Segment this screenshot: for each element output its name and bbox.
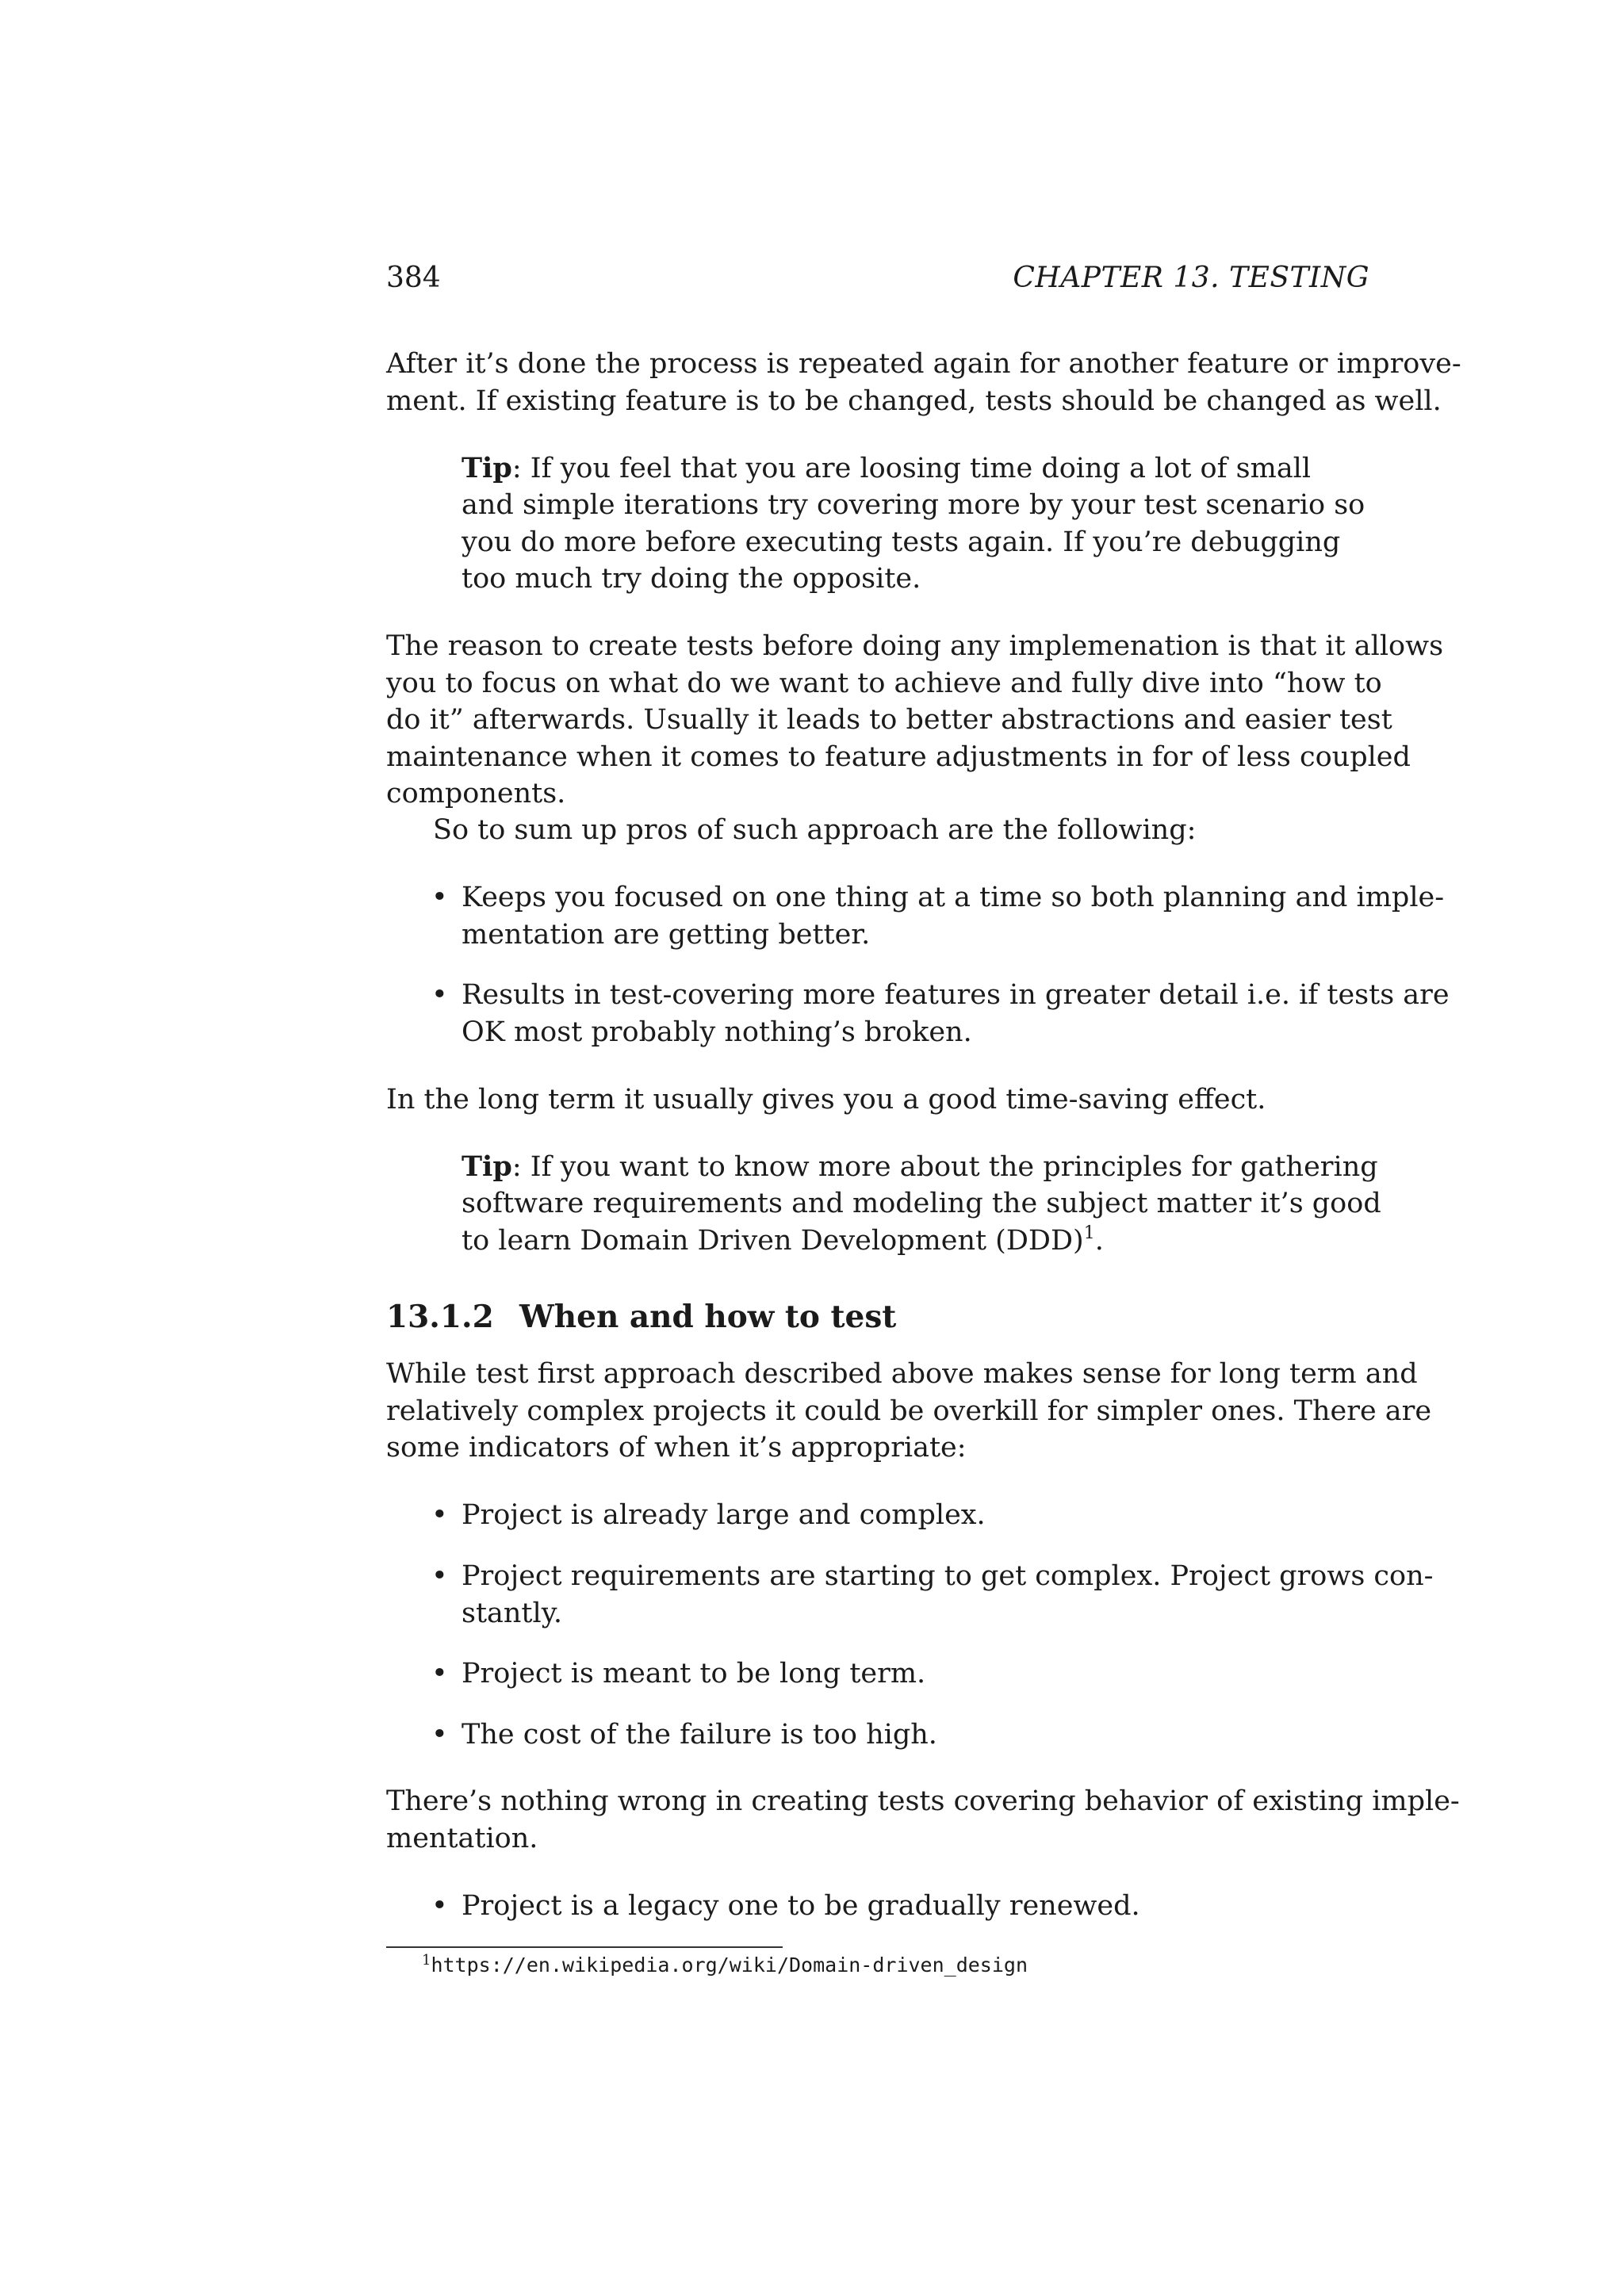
text-line: Project is meant to be long term. — [462, 1658, 926, 1689]
text-line: While test first approach described above makes sense for long term and — [386, 1358, 1418, 1390]
text-line: you to focus on what do we want to achieve and fully dive into “how to — [386, 668, 1382, 699]
text-line — [462, 450, 1312, 487]
footnote — [422, 1952, 1028, 1979]
paragraph-summary: In the long term it usually gives you a good time-saving effect. — [386, 1084, 1266, 1115]
section-title: When and how to test — [519, 1299, 897, 1335]
text-line: So to sum up pros of such approach are the following: — [433, 814, 1197, 846]
footnote-rule — [386, 1946, 783, 1948]
section-number: 13.1.2 — [386, 1299, 494, 1335]
bullet-marker: • — [431, 979, 448, 1011]
text-line: some indicators of when it’s appropriate: — [386, 1432, 967, 1464]
text-line: relatively complex projects it could be overkill for simpler ones. There are — [386, 1395, 1432, 1427]
text-line: Project is already large and complex. — [462, 1499, 986, 1531]
text-line: too much try doing the opposite. — [462, 563, 921, 595]
text-line: you do more before executing tests again. If you’re debugging — [462, 526, 1341, 558]
text-line: Keeps you focused on one thing at a time so both planning and imple- — [462, 882, 1445, 913]
tip-text: : If you feel that you are loosing time doing a lot of small — [511, 453, 1312, 484]
tip-label: Tip — [462, 1150, 512, 1183]
text-line: The reason to create tests before doing any implemenation is that it allows — [386, 630, 1444, 662]
text-line: Project is a legacy one to be gradually renewed. — [462, 1890, 1140, 1922]
tip-text: to learn Domain Driven Development (DDD) — [462, 1225, 1084, 1257]
text-line: OK most probably nothing’s broken. — [462, 1016, 972, 1048]
text-line: Results in test-covering more features in greater detail i.e. if tests are — [462, 979, 1450, 1011]
tip-text: : If you want to know more about the principles for gathering — [511, 1151, 1378, 1183]
running-chapter-title: CHAPTER 13. TESTING — [1013, 262, 1369, 294]
text-line: do it” afterwards. Usually it leads to better abstractions and easier test — [386, 704, 1392, 736]
text-line: ment. If existing feature is to be changed, tests should be changed as well. — [386, 385, 1442, 417]
footnote-reference[interactable]: 1 — [1083, 1223, 1095, 1243]
text-line: maintenance when it comes to feature adjustments in for of less coupled — [386, 741, 1411, 773]
footnote-mark: 1 — [422, 1952, 431, 1969]
text-line: components. — [386, 778, 566, 809]
text-line: Project requirements are starting to get complex. Project grows con- — [462, 1560, 1434, 1592]
text-line: stantly. — [462, 1598, 562, 1629]
text-line: After it’s done the process is repeated again for another feature or improve- — [386, 348, 1461, 380]
text-line: mentation are getting better. — [462, 919, 871, 951]
bullet-marker: • — [431, 1719, 448, 1751]
bullet-marker: • — [431, 1499, 448, 1531]
bullet-marker: • — [431, 1560, 448, 1592]
text-line: software requirements and modeling the subject matter it’s good — [462, 1188, 1381, 1219]
text-line: and simple iterations try covering more by your test scenario so — [462, 489, 1365, 521]
text-line: mentation. — [386, 1823, 538, 1854]
text-line — [462, 1223, 1299, 1259]
text-line: The cost of the failure is too high. — [462, 1719, 937, 1751]
section-heading — [386, 1297, 896, 1337]
bullet-marker: • — [431, 1890, 448, 1922]
footnote-link[interactable]: https://en.wikipedia.org/wiki/Domain-driven_design — [431, 1954, 1028, 1976]
bullet-marker: • — [431, 882, 448, 913]
page-number: 384 — [386, 262, 441, 294]
tip-text: . — [1094, 1225, 1104, 1257]
text-line — [462, 1149, 1378, 1185]
tip-label: Tip — [462, 452, 512, 484]
text-line: There’s nothing wrong in creating tests covering behavior of existing imple- — [386, 1785, 1460, 1817]
bullet-marker: • — [431, 1658, 448, 1689]
